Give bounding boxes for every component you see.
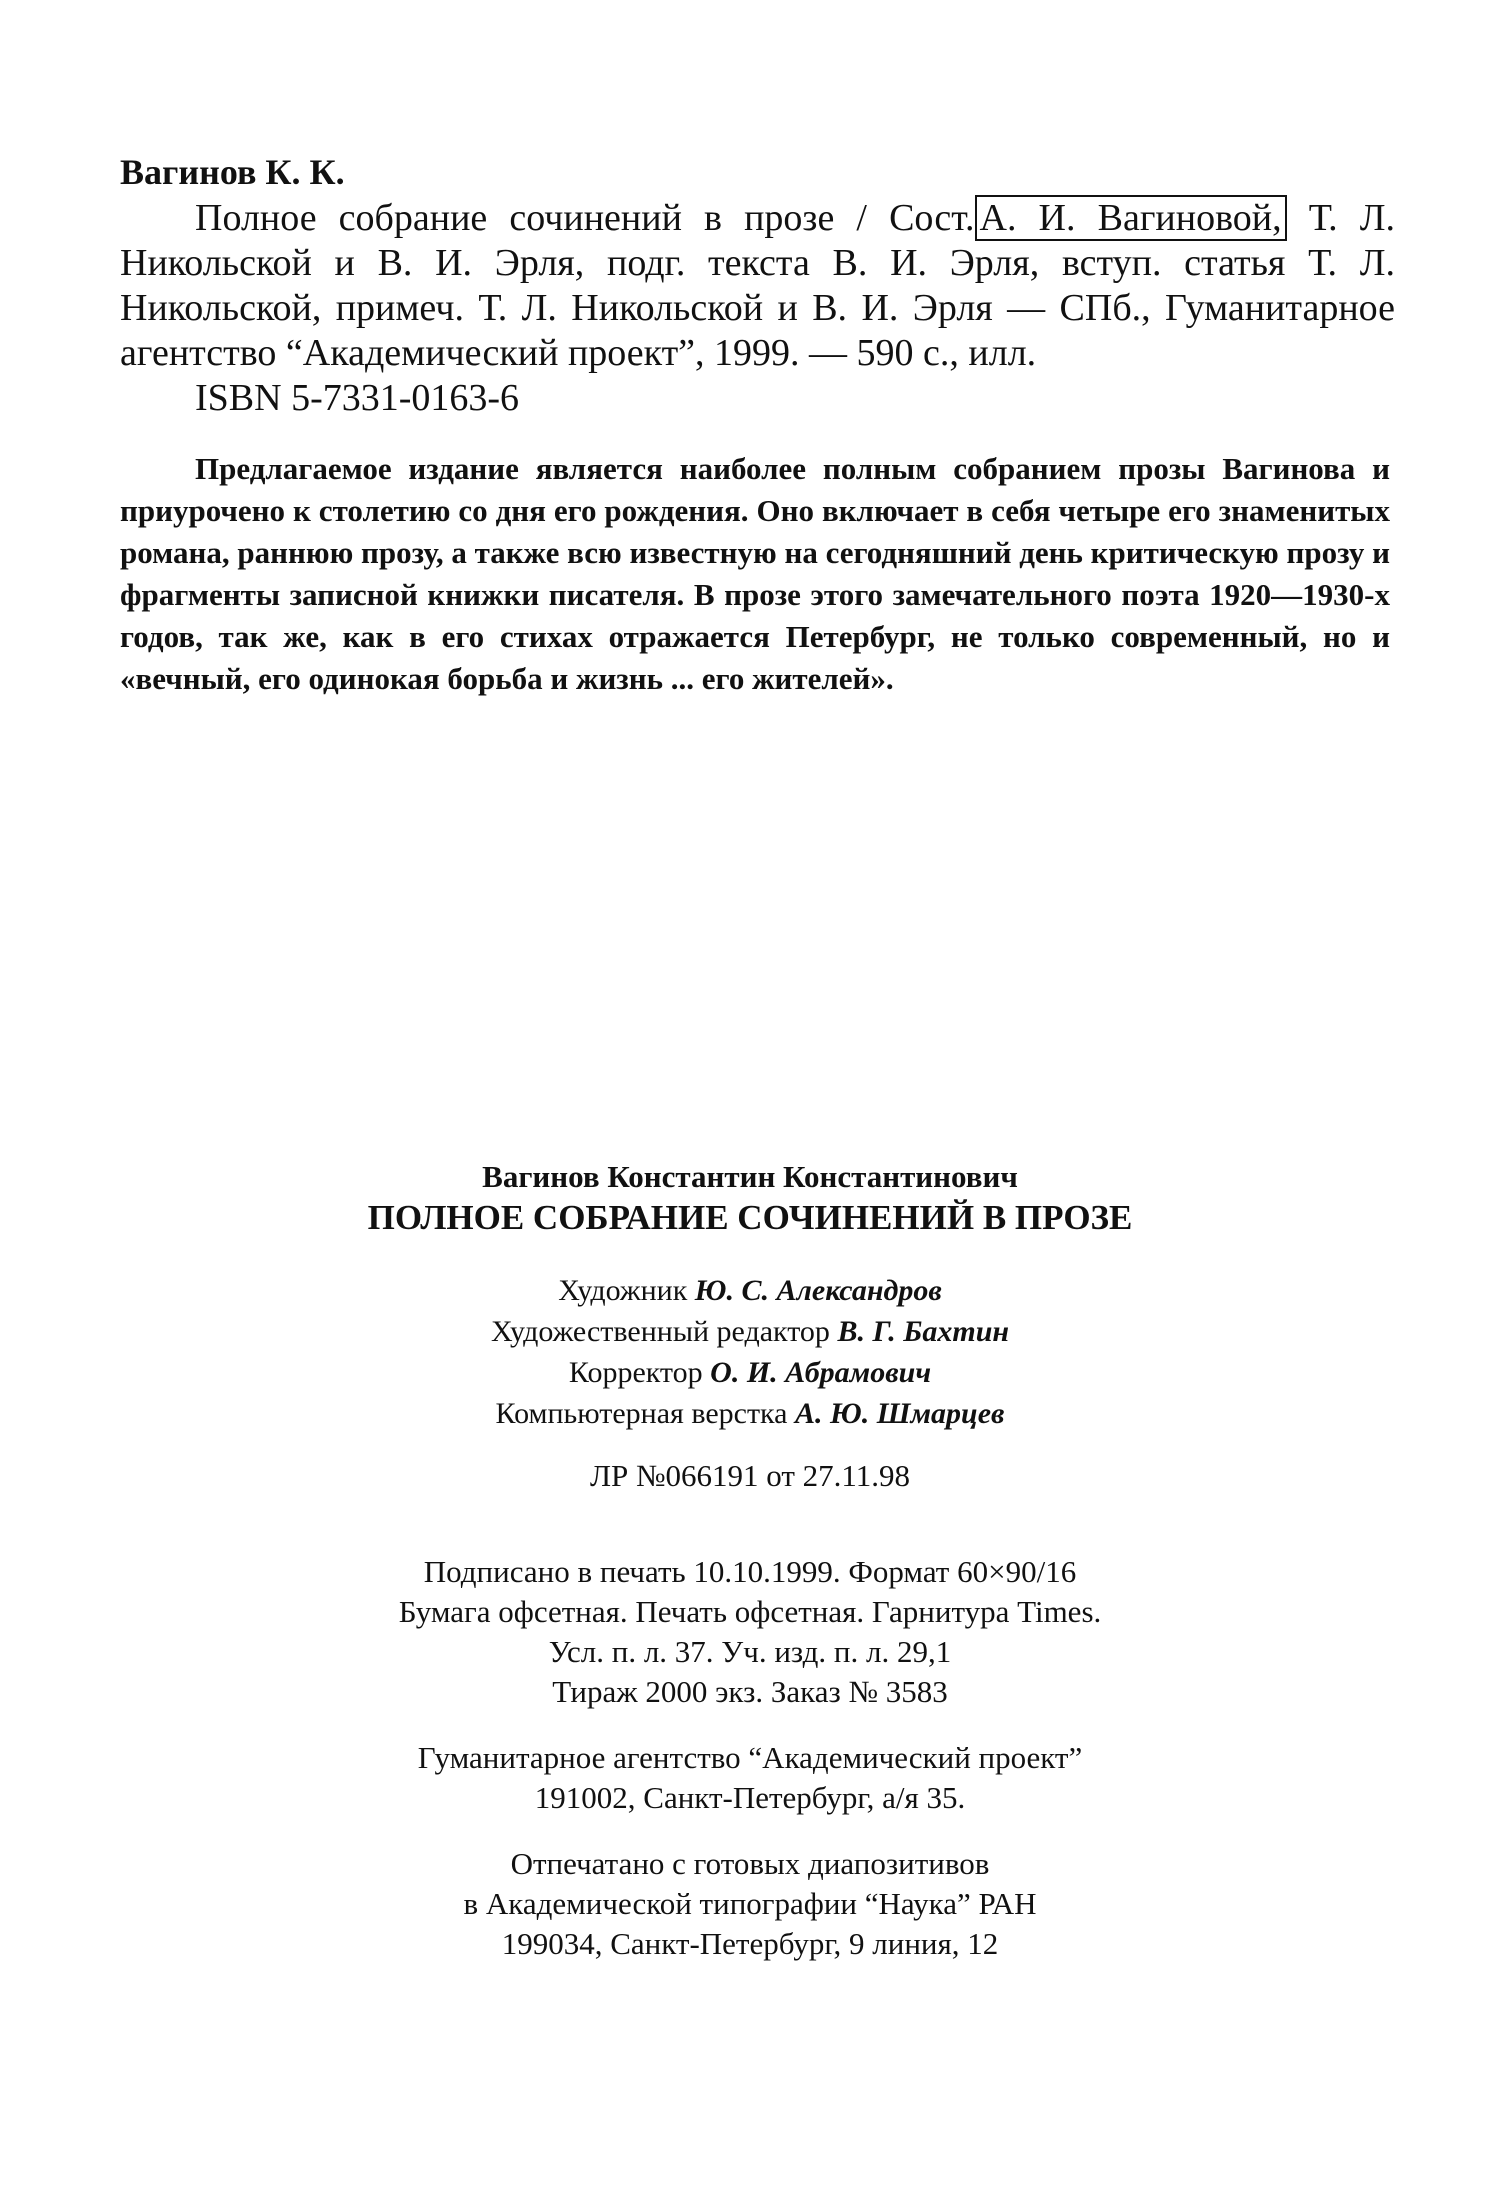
bibliographic-entry	[120, 196, 1395, 376]
publisher-info	[0, 1738, 1500, 1818]
credit-name: А. Ю. Шмарцев	[795, 1397, 1005, 1430]
imprint-block	[0, 1158, 1500, 1990]
license-number: ЛР №066191 от 27.11.98	[589, 1458, 911, 1493]
publisher-line: 191002, Санкт-Петербург, а/я 35.	[534, 1780, 966, 1815]
credit-name: Ю. С. Александров	[694, 1274, 942, 1307]
credit-role: Художник	[558, 1274, 688, 1307]
print-detail-line: Подписано в печать 10.10.1999. Формат 60×90/16	[423, 1554, 1077, 1589]
entry-prefix: Полное собрание сочинений в прозе / Сост.	[195, 197, 975, 239]
credit-role: Корректор	[568, 1356, 703, 1389]
credit-role: Компьютерная верстка	[495, 1397, 788, 1430]
credit-role: Художественный редактор	[490, 1315, 830, 1348]
credit-line	[0, 1311, 1500, 1352]
printer-info	[0, 1844, 1500, 1964]
credit-line	[0, 1393, 1500, 1434]
credit-line	[0, 1270, 1500, 1311]
entry-rest: Т. Л. Никольской и В. И. Эрля, подг. текста В. И. Эрля, вступ. статья Т. Л. Никольской, примеч. Т. Л. Никольской и В. И. Эрля — СПб., Гуманитарное агентство “Академический проект”, 1999. — 590 с., илл.	[120, 197, 1395, 374]
printer-line: Отпечатано с готовых диапозитивов	[510, 1846, 990, 1881]
author-heading: Вагинов К. К.	[120, 152, 345, 192]
print-detail-line: Усл. п. л. 37. Уч. изд. п. л. 29,1	[548, 1634, 952, 1669]
imprint-title: ПОЛНОЕ СОБРАНИЕ СОЧИНЕНИЙ В ПРОЗЕ	[367, 1198, 1133, 1237]
printer-line: в Академической типографии “Наука” РАН	[463, 1886, 1037, 1921]
printer-line: 199034, Санкт-Петербург, 9 линия, 12	[501, 1926, 999, 1961]
print-detail-line: Бумага офсетная. Печать офсетная. Гарнитура Times.	[398, 1594, 1102, 1629]
bibliographic-record	[120, 150, 1395, 421]
print-details	[0, 1552, 1500, 1712]
credit-line	[0, 1352, 1500, 1393]
publisher-line: Гуманитарное агентство “Академический проект”	[417, 1740, 1083, 1775]
credit-name: О. И. Абрамович	[710, 1356, 932, 1389]
isbn: ISBN 5-7331-0163-6	[195, 377, 520, 419]
imprint-author: Вагинов Константин Константинович	[482, 1159, 1018, 1194]
annotation-paragraph: Предлагаемое издание является наиболее полным собранием прозы Вагинова и приурочено к столетию со дня его рождения. Оно включает в себя четыре его знаменитых романа, раннюю прозу, а также всю известную на сегодняшний день критическую прозу и фрагменты записной книжки писателя. В прозе этого замечательного поэта 1920—1930-х годов, так же, как в его стихах отражается Петербург, не только современный, но и «вечный, его одинокая борьба и жизнь ... его жителей».	[120, 451, 1390, 696]
credit-name: В. Г. Бахтин	[837, 1315, 1010, 1348]
boxed-name: А. И. Вагиновой,	[975, 195, 1287, 241]
credits-list	[0, 1270, 1500, 1434]
print-detail-line: Тираж 2000 экз. Заказ № 3583	[552, 1674, 948, 1709]
